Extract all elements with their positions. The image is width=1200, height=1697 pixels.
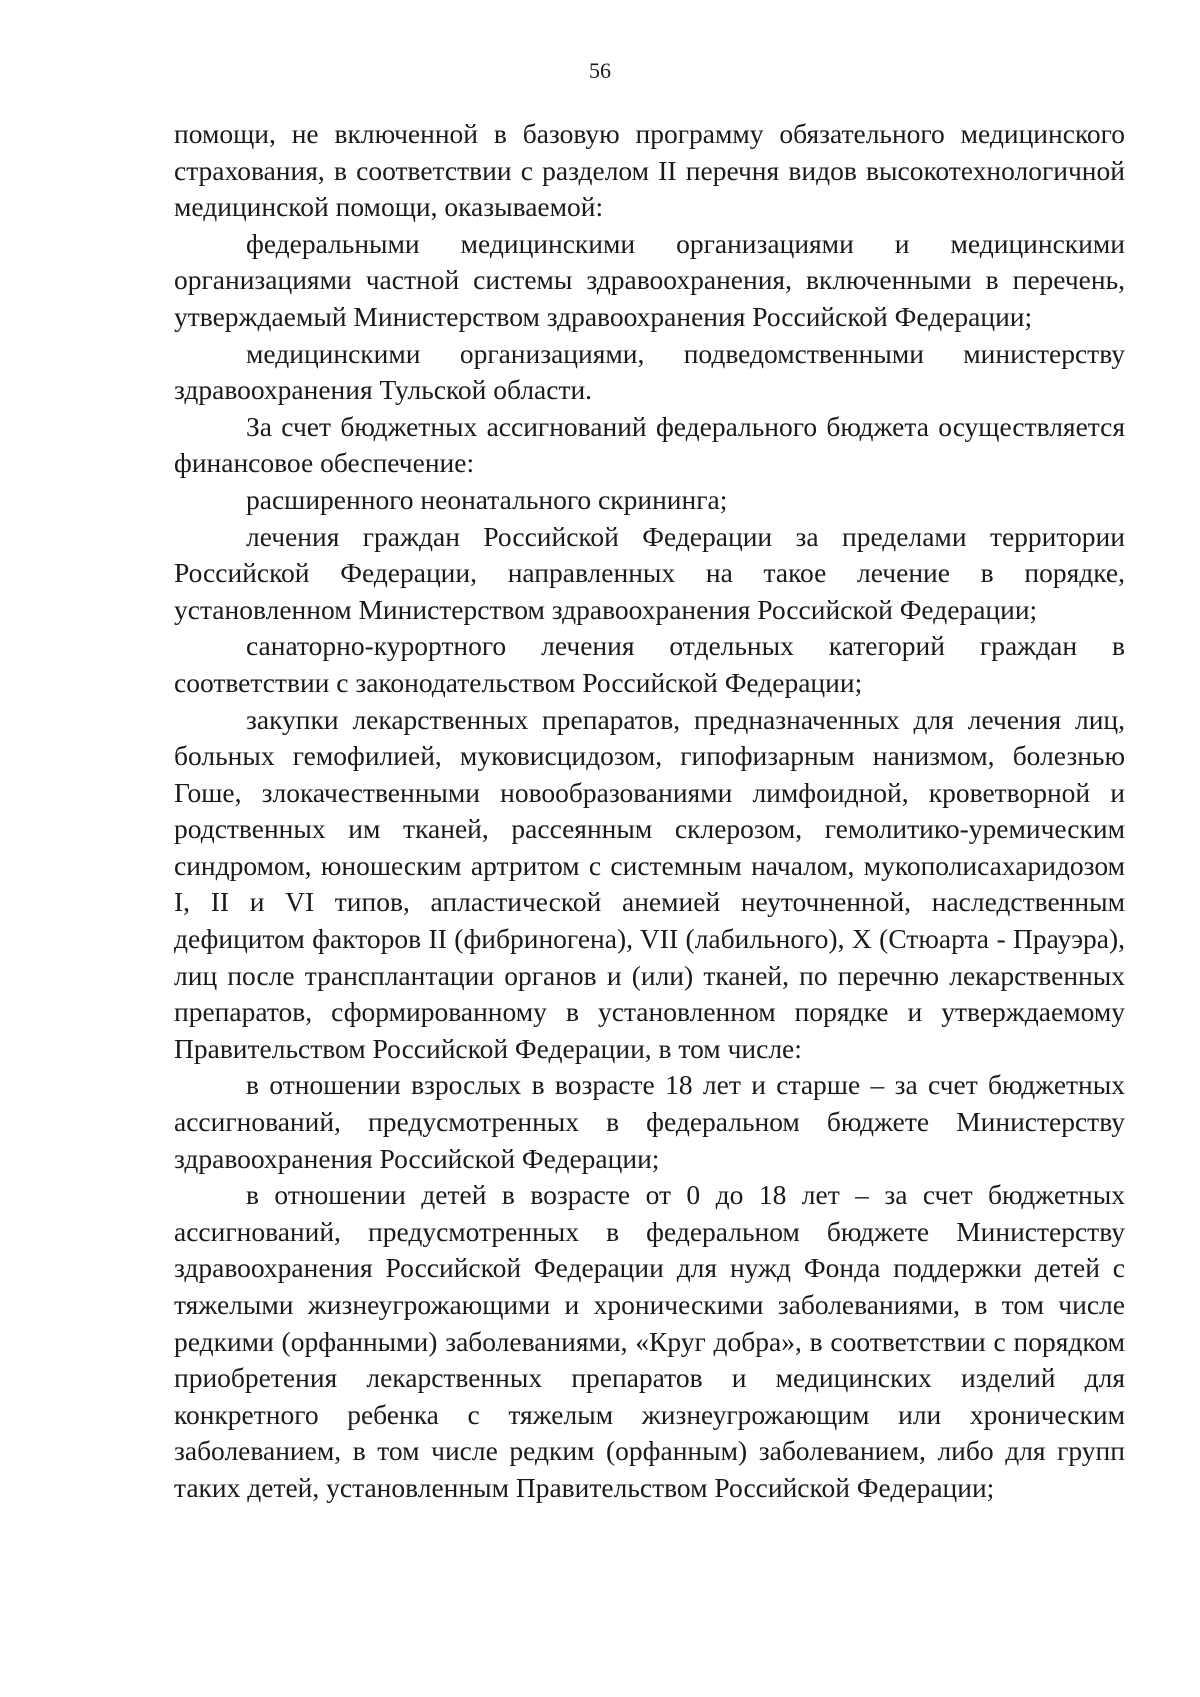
paragraph-federal-budget-intro: За счет бюджетных ассигнований федерального бюджета осуществляется финансовое обеспечение: bbox=[174, 410, 1125, 479]
paragraph-adults: в отношении взрослых в возрасте 18 лет и старше – за счет бюджетных ассигнований, предусмотренных в федеральном бюджете Министерству здравоохранения Российской Федерации; bbox=[174, 1069, 1125, 1174]
paragraph-neonatal-screening: расширенного неонатального скрининга; bbox=[246, 483, 728, 515]
paragraph-sanatorium-treatment: санаторно-курортного лечения отдельных категорий граждан в соответствии с законодательством Российской Федерации; bbox=[174, 630, 1125, 698]
paragraph-hmc-continuation: помощи, не включенной в базовую программу обязательного медицинского страхования, в соответствии с разделом II перечня видов высокотехнологичной медицинской помощи, оказываемой: bbox=[174, 118, 1125, 223]
paragraph-children: в отношении детей в возрасте от 0 до 18 лет – за счет бюджетных ассигнований, предусмотренных в федеральном бюджете Министерству здравоохранения Российской Федерации для нужд Фонда поддержки детей с тяжелыми жизнеугрожающими и хроническими заболеваниями, в том числе редкими (орфанными) заболеваниями, «Круг добра», в соответствии с порядком приобретения лекарственных препаратов и медицинских изделий для конкретного ребенка с тяжелым жизнеугрожающим или хроническим заболеванием, в том числе редким (орфанным) заболеванием, либо для групп таких детей, установленным Правительством Российской Федерации; bbox=[174, 1179, 1125, 1503]
paragraph-drug-procurement: закупки лекарственных препаратов, предназначенных для лечения лиц, больных гемофилией, муковисцидозом, гипофизарным нанизмом, болезнью Гоше, злокачественными новообразованиями лимфоидной, кроветворной и родственных им тканей, рассеянным склерозом, гемолитико-уремическим синдромом, юношеским артритом с системным началом, мукополисахаридозом I, II и VI типов, апластической анемией неуточненной, наследственным дефицитом факторов II (фибриногена), VII (лабильного), X (Стюарта - Прауэра), лиц после трансплантации органов и (или) тканей, по перечню лекарственных препаратов, сформированному в установленном порядке и утверждаемому Правительством Российской Федерации, в том числе: bbox=[174, 703, 1125, 1064]
paragraph-regional-organizations: медицинскими организациями, подведомственными министерству здравоохранения Тульской области. bbox=[174, 337, 1125, 406]
document-body bbox=[174, 116, 1125, 1507]
paragraph-treatment-abroad: лечения граждан Российской Федерации за пределами территории Российской Федерации, направленных на такое лечение в порядке, установленном Министерством здравоохранения Российской Федерации; bbox=[174, 520, 1125, 625]
page-number: 56 bbox=[589, 58, 611, 83]
paragraph-federal-organizations: федеральными медицинскими организациями и медицинскими организациями частной системы здравоохранения, включенными в перечень, утверждаемый Министерством здравоохранения Российской Федерации; bbox=[174, 227, 1125, 332]
